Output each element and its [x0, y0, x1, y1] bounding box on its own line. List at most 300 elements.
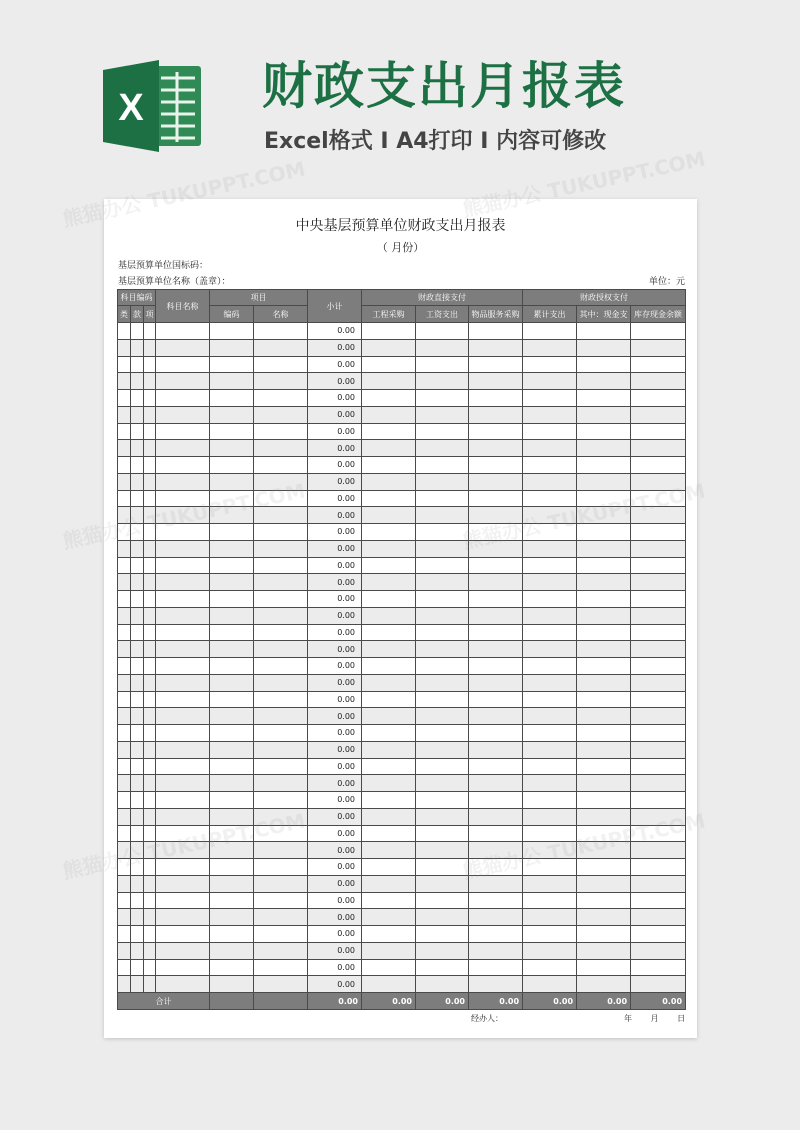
table-cell[interactable]	[131, 909, 144, 926]
table-cell[interactable]	[577, 406, 631, 423]
table-cell[interactable]	[118, 490, 131, 507]
table-cell[interactable]	[577, 423, 631, 440]
table-cell[interactable]	[118, 524, 131, 541]
table-cell[interactable]	[362, 524, 416, 541]
table-cell[interactable]	[131, 574, 144, 591]
row-subtotal-cell[interactable]: 0.00	[308, 926, 362, 943]
table-cell[interactable]	[577, 741, 631, 758]
table-cell[interactable]	[577, 825, 631, 842]
table-cell[interactable]	[631, 792, 686, 809]
table-cell[interactable]	[144, 674, 156, 691]
table-cell[interactable]	[631, 607, 686, 624]
row-subtotal-cell[interactable]: 0.00	[308, 339, 362, 356]
table-cell[interactable]	[210, 808, 254, 825]
table-cell[interactable]	[523, 926, 577, 943]
table-cell[interactable]	[416, 842, 469, 859]
table-cell[interactable]	[156, 490, 210, 507]
table-cell[interactable]	[469, 406, 523, 423]
table-cell[interactable]	[523, 758, 577, 775]
table-cell[interactable]	[254, 591, 308, 608]
table-cell[interactable]	[523, 842, 577, 859]
table-cell[interactable]	[210, 741, 254, 758]
table-cell[interactable]	[118, 825, 131, 842]
table-cell[interactable]	[131, 658, 144, 675]
table-cell[interactable]	[118, 591, 131, 608]
table-cell[interactable]	[416, 926, 469, 943]
table-cell[interactable]	[144, 641, 156, 658]
table-cell[interactable]	[210, 440, 254, 457]
table-cell[interactable]	[254, 674, 308, 691]
table-cell[interactable]	[254, 339, 308, 356]
table-cell[interactable]	[144, 440, 156, 457]
table-cell[interactable]	[362, 808, 416, 825]
row-subtotal-cell[interactable]: 0.00	[308, 323, 362, 340]
table-cell[interactable]	[144, 423, 156, 440]
table-cell[interactable]	[631, 406, 686, 423]
row-subtotal-cell[interactable]: 0.00	[308, 825, 362, 842]
table-cell[interactable]	[631, 909, 686, 926]
table-cell[interactable]	[156, 323, 210, 340]
table-cell[interactable]	[416, 758, 469, 775]
table-cell[interactable]	[210, 507, 254, 524]
table-cell[interactable]	[416, 390, 469, 407]
table-cell[interactable]	[523, 473, 577, 490]
table-cell[interactable]	[131, 540, 144, 557]
table-cell[interactable]	[118, 859, 131, 876]
table-cell[interactable]	[469, 356, 523, 373]
table-cell[interactable]	[254, 390, 308, 407]
table-cell[interactable]	[362, 440, 416, 457]
table-cell[interactable]	[523, 641, 577, 658]
table-cell[interactable]	[362, 356, 416, 373]
table-cell[interactable]	[156, 926, 210, 943]
table-cell[interactable]	[210, 591, 254, 608]
table-cell[interactable]	[118, 390, 131, 407]
table-cell[interactable]	[131, 674, 144, 691]
table-cell[interactable]	[523, 507, 577, 524]
table-cell[interactable]	[156, 658, 210, 675]
table-cell[interactable]	[144, 373, 156, 390]
row-subtotal-cell[interactable]: 0.00	[308, 574, 362, 591]
table-cell[interactable]	[210, 557, 254, 574]
table-cell[interactable]	[118, 507, 131, 524]
table-cell[interactable]	[362, 859, 416, 876]
table-cell[interactable]	[131, 808, 144, 825]
table-cell[interactable]	[131, 959, 144, 976]
table-cell[interactable]	[577, 909, 631, 926]
table-cell[interactable]	[144, 557, 156, 574]
table-cell[interactable]	[631, 641, 686, 658]
row-subtotal-cell[interactable]: 0.00	[308, 842, 362, 859]
table-cell[interactable]	[144, 825, 156, 842]
table-cell[interactable]	[362, 457, 416, 474]
table-cell[interactable]	[416, 875, 469, 892]
table-cell[interactable]	[254, 540, 308, 557]
table-cell[interactable]	[254, 808, 308, 825]
table-cell[interactable]	[144, 524, 156, 541]
table-cell[interactable]	[523, 406, 577, 423]
table-cell[interactable]	[156, 540, 210, 557]
table-cell[interactable]	[631, 892, 686, 909]
table-cell[interactable]	[131, 892, 144, 909]
table-cell[interactable]	[131, 725, 144, 742]
table-cell[interactable]	[631, 574, 686, 591]
table-cell[interactable]	[416, 909, 469, 926]
table-cell[interactable]	[362, 892, 416, 909]
table-cell[interactable]	[577, 457, 631, 474]
table-cell[interactable]	[523, 825, 577, 842]
table-cell[interactable]	[131, 457, 144, 474]
table-cell[interactable]	[144, 507, 156, 524]
table-cell[interactable]	[631, 323, 686, 340]
table-cell[interactable]	[523, 892, 577, 909]
table-cell[interactable]	[210, 524, 254, 541]
table-cell[interactable]	[144, 942, 156, 959]
table-cell[interactable]	[118, 373, 131, 390]
table-cell[interactable]	[254, 842, 308, 859]
table-cell[interactable]	[156, 440, 210, 457]
table-cell[interactable]	[131, 926, 144, 943]
table-cell[interactable]	[118, 423, 131, 440]
table-cell[interactable]	[254, 708, 308, 725]
table-cell[interactable]	[416, 775, 469, 792]
table-cell[interactable]	[416, 825, 469, 842]
table-cell[interactable]	[523, 792, 577, 809]
table-cell[interactable]	[469, 440, 523, 457]
table-cell[interactable]	[144, 691, 156, 708]
table-cell[interactable]	[577, 942, 631, 959]
table-cell[interactable]	[156, 641, 210, 658]
table-cell[interactable]	[210, 641, 254, 658]
table-cell[interactable]	[416, 959, 469, 976]
table-cell[interactable]	[416, 524, 469, 541]
table-cell[interactable]	[631, 708, 686, 725]
table-cell[interactable]	[118, 909, 131, 926]
table-cell[interactable]	[210, 607, 254, 624]
table-cell[interactable]	[118, 356, 131, 373]
row-subtotal-cell[interactable]: 0.00	[308, 892, 362, 909]
table-cell[interactable]	[577, 775, 631, 792]
table-cell[interactable]	[577, 323, 631, 340]
table-cell[interactable]	[469, 323, 523, 340]
table-cell[interactable]	[118, 976, 131, 993]
table-cell[interactable]	[523, 423, 577, 440]
table-cell[interactable]	[631, 591, 686, 608]
table-cell[interactable]	[254, 792, 308, 809]
row-subtotal-cell[interactable]: 0.00	[308, 390, 362, 407]
table-cell[interactable]	[131, 624, 144, 641]
table-cell[interactable]	[210, 792, 254, 809]
table-cell[interactable]	[118, 725, 131, 742]
table-cell[interactable]	[362, 591, 416, 608]
table-cell[interactable]	[523, 959, 577, 976]
table-cell[interactable]	[131, 641, 144, 658]
table-cell[interactable]	[631, 926, 686, 943]
table-cell[interactable]	[156, 691, 210, 708]
table-cell[interactable]	[131, 976, 144, 993]
table-cell[interactable]	[523, 674, 577, 691]
table-cell[interactable]	[254, 658, 308, 675]
table-cell[interactable]	[631, 875, 686, 892]
table-cell[interactable]	[156, 842, 210, 859]
table-cell[interactable]	[577, 473, 631, 490]
table-cell[interactable]	[416, 540, 469, 557]
row-subtotal-cell[interactable]: 0.00	[308, 591, 362, 608]
table-cell[interactable]	[523, 323, 577, 340]
table-cell[interactable]	[362, 507, 416, 524]
table-cell[interactable]	[254, 423, 308, 440]
table-cell[interactable]	[577, 624, 631, 641]
table-cell[interactable]	[416, 339, 469, 356]
row-subtotal-cell[interactable]: 0.00	[308, 457, 362, 474]
table-cell[interactable]	[577, 490, 631, 507]
table-cell[interactable]	[469, 708, 523, 725]
table-cell[interactable]	[469, 909, 523, 926]
table-cell[interactable]	[362, 842, 416, 859]
table-cell[interactable]	[144, 708, 156, 725]
table-cell[interactable]	[631, 758, 686, 775]
table-cell[interactable]	[118, 440, 131, 457]
table-cell[interactable]	[362, 339, 416, 356]
table-cell[interactable]	[254, 473, 308, 490]
table-cell[interactable]	[144, 909, 156, 926]
table-cell[interactable]	[631, 373, 686, 390]
table-cell[interactable]	[210, 373, 254, 390]
table-cell[interactable]	[156, 591, 210, 608]
row-subtotal-cell[interactable]: 0.00	[308, 725, 362, 742]
table-cell[interactable]	[631, 423, 686, 440]
table-cell[interactable]	[118, 457, 131, 474]
table-cell[interactable]	[210, 490, 254, 507]
table-cell[interactable]	[210, 624, 254, 641]
table-cell[interactable]	[210, 390, 254, 407]
table-cell[interactable]	[144, 390, 156, 407]
table-cell[interactable]	[144, 741, 156, 758]
table-cell[interactable]	[362, 658, 416, 675]
table-cell[interactable]	[156, 624, 210, 641]
table-cell[interactable]	[156, 875, 210, 892]
table-cell[interactable]	[210, 725, 254, 742]
table-cell[interactable]	[210, 909, 254, 926]
table-cell[interactable]	[156, 959, 210, 976]
table-cell[interactable]	[254, 524, 308, 541]
table-cell[interactable]	[210, 423, 254, 440]
table-cell[interactable]	[131, 339, 144, 356]
table-cell[interactable]	[362, 792, 416, 809]
table-cell[interactable]	[210, 691, 254, 708]
table-cell[interactable]	[523, 373, 577, 390]
table-cell[interactable]	[131, 775, 144, 792]
table-cell[interactable]	[469, 959, 523, 976]
table-cell[interactable]	[131, 473, 144, 490]
table-cell[interactable]	[469, 741, 523, 758]
table-cell[interactable]	[210, 323, 254, 340]
table-cell[interactable]	[631, 825, 686, 842]
table-cell[interactable]	[131, 691, 144, 708]
table-cell[interactable]	[631, 691, 686, 708]
table-cell[interactable]	[469, 942, 523, 959]
table-cell[interactable]	[210, 406, 254, 423]
table-cell[interactable]	[118, 574, 131, 591]
table-cell[interactable]	[254, 607, 308, 624]
row-subtotal-cell[interactable]: 0.00	[308, 557, 362, 574]
table-cell[interactable]	[118, 808, 131, 825]
table-cell[interactable]	[416, 406, 469, 423]
table-cell[interactable]	[144, 658, 156, 675]
row-subtotal-cell[interactable]: 0.00	[308, 607, 362, 624]
table-cell[interactable]	[144, 892, 156, 909]
table-cell[interactable]	[416, 490, 469, 507]
table-cell[interactable]	[631, 725, 686, 742]
row-subtotal-cell[interactable]: 0.00	[308, 942, 362, 959]
table-cell[interactable]	[156, 557, 210, 574]
table-cell[interactable]	[210, 457, 254, 474]
table-cell[interactable]	[118, 842, 131, 859]
table-cell[interactable]	[416, 624, 469, 641]
table-cell[interactable]	[144, 842, 156, 859]
table-cell[interactable]	[210, 775, 254, 792]
row-subtotal-cell[interactable]: 0.00	[308, 641, 362, 658]
row-subtotal-cell[interactable]: 0.00	[308, 624, 362, 641]
table-cell[interactable]	[144, 875, 156, 892]
table-cell[interactable]	[631, 775, 686, 792]
table-cell[interactable]	[118, 674, 131, 691]
table-cell[interactable]	[144, 457, 156, 474]
table-cell[interactable]	[118, 758, 131, 775]
table-cell[interactable]	[156, 725, 210, 742]
table-cell[interactable]	[577, 926, 631, 943]
table-cell[interactable]	[631, 490, 686, 507]
table-cell[interactable]	[416, 574, 469, 591]
table-cell[interactable]	[210, 959, 254, 976]
table-cell[interactable]	[254, 942, 308, 959]
table-cell[interactable]	[254, 758, 308, 775]
table-cell[interactable]	[156, 574, 210, 591]
table-cell[interactable]	[469, 691, 523, 708]
table-cell[interactable]	[144, 356, 156, 373]
table-cell[interactable]	[210, 658, 254, 675]
table-cell[interactable]	[118, 775, 131, 792]
row-subtotal-cell[interactable]: 0.00	[308, 674, 362, 691]
table-cell[interactable]	[631, 942, 686, 959]
table-cell[interactable]	[210, 859, 254, 876]
table-cell[interactable]	[362, 926, 416, 943]
table-cell[interactable]	[469, 457, 523, 474]
table-cell[interactable]	[118, 926, 131, 943]
table-cell[interactable]	[416, 808, 469, 825]
table-cell[interactable]	[416, 507, 469, 524]
table-cell[interactable]	[131, 942, 144, 959]
table-cell[interactable]	[416, 356, 469, 373]
table-cell[interactable]	[254, 406, 308, 423]
table-cell[interactable]	[416, 658, 469, 675]
table-cell[interactable]	[156, 909, 210, 926]
table-cell[interactable]	[469, 641, 523, 658]
row-subtotal-cell[interactable]: 0.00	[308, 741, 362, 758]
table-cell[interactable]	[131, 557, 144, 574]
table-cell[interactable]	[577, 557, 631, 574]
table-cell[interactable]	[523, 859, 577, 876]
table-cell[interactable]	[469, 926, 523, 943]
table-cell[interactable]	[631, 842, 686, 859]
table-cell[interactable]	[362, 708, 416, 725]
table-cell[interactable]	[210, 339, 254, 356]
table-cell[interactable]	[631, 356, 686, 373]
table-cell[interactable]	[156, 892, 210, 909]
table-cell[interactable]	[118, 557, 131, 574]
table-cell[interactable]	[156, 942, 210, 959]
table-cell[interactable]	[523, 524, 577, 541]
table-cell[interactable]	[577, 390, 631, 407]
table-cell[interactable]	[577, 959, 631, 976]
table-cell[interactable]	[469, 490, 523, 507]
table-cell[interactable]	[631, 390, 686, 407]
table-cell[interactable]	[523, 339, 577, 356]
table-cell[interactable]	[469, 808, 523, 825]
table-cell[interactable]	[144, 490, 156, 507]
table-cell[interactable]	[362, 473, 416, 490]
table-cell[interactable]	[523, 440, 577, 457]
table-cell[interactable]	[144, 574, 156, 591]
table-cell[interactable]	[469, 674, 523, 691]
table-cell[interactable]	[118, 942, 131, 959]
table-cell[interactable]	[144, 540, 156, 557]
table-cell[interactable]	[254, 373, 308, 390]
table-cell[interactable]	[469, 859, 523, 876]
table-cell[interactable]	[210, 892, 254, 909]
table-cell[interactable]	[416, 942, 469, 959]
table-cell[interactable]	[523, 976, 577, 993]
table-cell[interactable]	[631, 473, 686, 490]
row-subtotal-cell[interactable]: 0.00	[308, 423, 362, 440]
table-cell[interactable]	[523, 540, 577, 557]
row-subtotal-cell[interactable]: 0.00	[308, 875, 362, 892]
table-cell[interactable]	[210, 708, 254, 725]
table-cell[interactable]	[131, 490, 144, 507]
table-cell[interactable]	[156, 792, 210, 809]
table-cell[interactable]	[416, 440, 469, 457]
row-subtotal-cell[interactable]: 0.00	[308, 959, 362, 976]
table-cell[interactable]	[156, 473, 210, 490]
table-cell[interactable]	[577, 976, 631, 993]
row-subtotal-cell[interactable]: 0.00	[308, 490, 362, 507]
table-cell[interactable]	[254, 490, 308, 507]
table-cell[interactable]	[156, 808, 210, 825]
table-cell[interactable]	[362, 875, 416, 892]
table-cell[interactable]	[362, 406, 416, 423]
table-cell[interactable]	[254, 892, 308, 909]
table-cell[interactable]	[118, 540, 131, 557]
table-cell[interactable]	[523, 741, 577, 758]
table-cell[interactable]	[156, 859, 210, 876]
table-cell[interactable]	[210, 875, 254, 892]
table-cell[interactable]	[469, 658, 523, 675]
table-cell[interactable]	[469, 758, 523, 775]
table-cell[interactable]	[416, 473, 469, 490]
table-cell[interactable]	[210, 574, 254, 591]
table-cell[interactable]	[144, 339, 156, 356]
table-cell[interactable]	[577, 708, 631, 725]
row-subtotal-cell[interactable]: 0.00	[308, 758, 362, 775]
table-cell[interactable]	[416, 674, 469, 691]
table-cell[interactable]	[131, 875, 144, 892]
table-cell[interactable]	[156, 507, 210, 524]
table-cell[interactable]	[416, 976, 469, 993]
table-cell[interactable]	[156, 775, 210, 792]
table-cell[interactable]	[131, 741, 144, 758]
table-cell[interactable]	[156, 741, 210, 758]
table-cell[interactable]	[131, 440, 144, 457]
